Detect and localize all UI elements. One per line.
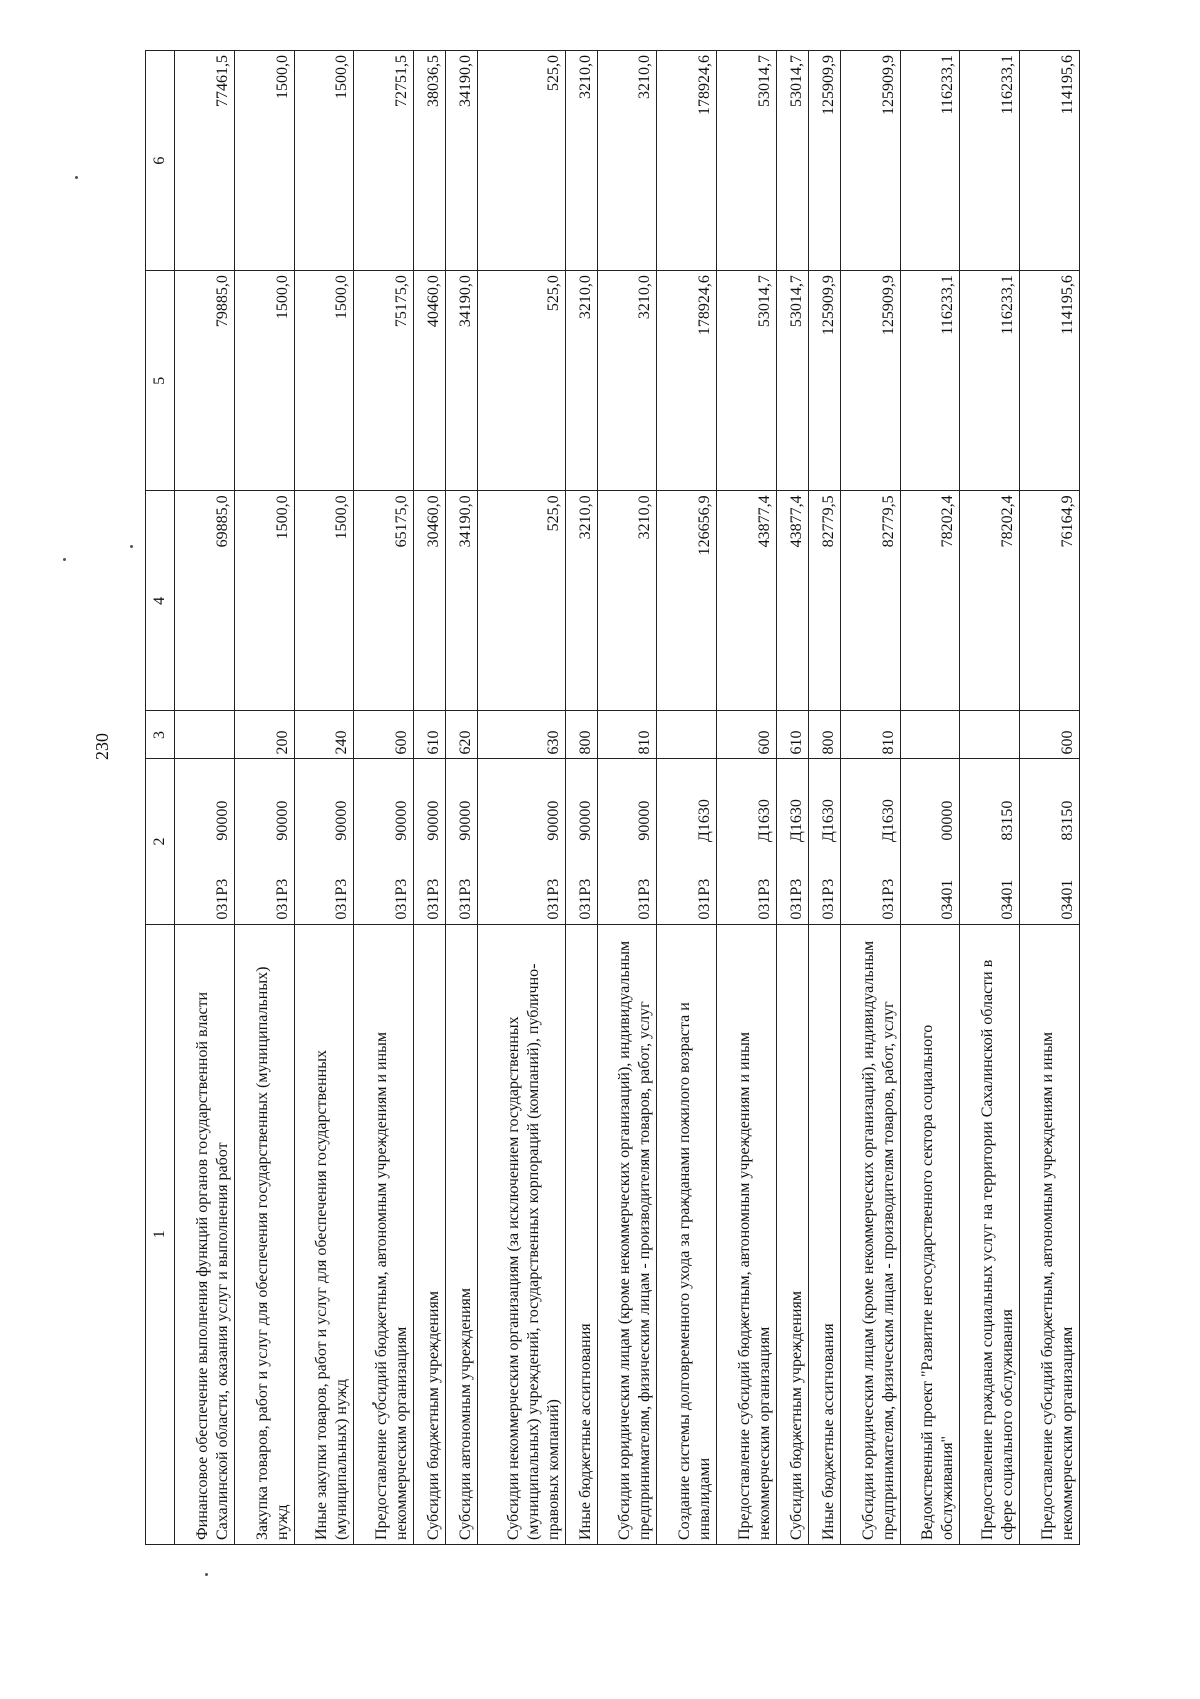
table-row [657,51,717,1545]
target-code-cell [446,759,478,924]
value-col4-cell: 1500,0 [234,491,294,711]
value-col5-cell: 79885,0 [175,271,235,491]
value-col5-cell: 114195,6 [1020,271,1080,491]
value-col4-cell: 69885,0 [175,491,235,711]
value-col6-cell: 178924,6 [657,51,717,271]
target-code-cell [597,759,657,924]
row-name-cell: Предоставление гражданам социальных услуг на территории Сахалинской области в сфере социального обслуживания [960,924,1020,1544]
value-col5-cell: 125909,9 [840,271,900,491]
expense-type-cell [900,711,960,759]
rotated-page-content [145,50,1080,1545]
value-col6-cell: 125909,9 [840,51,900,271]
value-col5-cell: 3210,0 [597,271,657,491]
row-name-cell: Иные бюджетные ассигнования [565,924,597,1544]
value-col5-cell: 1500,0 [234,271,294,491]
program-code: 031Р3 [755,878,773,920]
value-col5-cell: 116233,1 [960,271,1020,491]
value-col5-cell: 3210,0 [565,271,597,491]
target-code-cell [354,759,414,924]
direction-code: 90000 [213,800,231,841]
program-code: 031Р3 [696,878,714,920]
scan-speck [205,1573,208,1576]
row-name-cell: Предоставление субсидий бюджетным, автономным учреждениям и иным некоммерческим организациям [354,924,414,1544]
direction-code: 83150 [1059,800,1076,841]
target-code-cell [808,759,840,924]
page-number: 230 [92,733,112,760]
value-col6-cell: 1500,0 [234,51,294,271]
program-code: 031Р3 [425,878,443,920]
budget-table [145,50,1080,1545]
target-code-cell [414,759,446,924]
program-code: 03401 [999,879,1017,920]
row-name-cell: Закупка товаров, работ и услуг для обеспечения государственных (муниципальных) нужд [234,924,294,1544]
value-col4-cell: 82779,5 [840,491,900,711]
value-col6-cell: 114195,6 [1020,51,1080,271]
value-col6-cell: 3210,0 [597,51,657,271]
value-col4-cell: 76164,9 [1020,491,1080,711]
value-col5-cell: 75175,0 [354,271,414,491]
expense-type-cell: 600 [717,711,777,759]
column-header: 3 [146,711,175,759]
direction-code: Д1630 [755,799,773,843]
program-code: 031Р3 [576,878,594,920]
expense-type-cell [657,711,717,759]
expense-type-cell: 620 [446,711,478,759]
direction-code: 90000 [425,800,443,841]
value-col4-cell: 43877,4 [776,491,808,711]
expense-type-cell: 610 [414,711,446,759]
value-col6-cell: 72751,5 [354,51,414,271]
value-col6-cell: 53014,7 [717,51,777,271]
direction-code: 90000 [636,800,654,841]
program-code: 031Р3 [879,878,897,920]
target-code-cell [776,759,808,924]
target-code-cell [478,759,566,924]
value-col6-cell: 525,0 [478,51,566,271]
value-col6-cell: 125909,9 [808,51,840,271]
target-code-cell [657,759,717,924]
target-code-cell [234,759,294,924]
program-code: 03401 [939,879,957,920]
expense-type-cell: 240 [294,711,354,759]
row-name-cell: Субсидии некоммерческим организациям (за исключением государственных (муниципальных) учреждений, государственных корпораций (компаний), публично-правовых компаний) [478,924,566,1544]
table-row [717,51,777,1545]
value-col6-cell: 53014,7 [776,51,808,271]
direction-code: 83150 [999,800,1017,841]
scan-speck [75,176,78,179]
scan-speck [63,558,66,561]
value-col6-cell: 1500,0 [294,51,354,271]
value-col4-cell: 3210,0 [565,491,597,711]
direction-code: 90000 [457,800,474,841]
row-name-cell: Субсидии автономным учреждениям [446,924,478,1544]
table-row [446,51,478,1545]
program-code: 03401 [1059,879,1076,920]
target-code-cell [900,759,960,924]
direction-code: 90000 [576,800,594,841]
direction-code: 90000 [393,800,411,841]
row-name-cell: Создание системы долговременного ухода за гражданами пожилого возраста и инвалидами [657,924,717,1544]
target-code-cell [840,759,900,924]
value-col4-cell: 78202,4 [900,491,960,711]
value-col4-cell: 525,0 [478,491,566,711]
direction-code: 90000 [544,800,562,841]
value-col5-cell: 40460,0 [414,271,446,491]
value-col6-cell: 34190,0 [446,51,478,271]
table-row [414,51,446,1545]
expense-type-cell: 630 [478,711,566,759]
direction-code: 90000 [273,800,291,841]
value-col4-cell: 1500,0 [294,491,354,711]
table-row [1020,51,1080,1545]
value-col5-cell: 116233,1 [900,271,960,491]
table-row [776,51,808,1545]
column-header: 5 [146,271,175,491]
value-col5-cell: 525,0 [478,271,566,491]
table-row [175,51,235,1545]
program-code: 031Р3 [819,878,837,920]
table-row [808,51,840,1545]
value-col5-cell: 53014,7 [717,271,777,491]
value-col5-cell: 125909,9 [808,271,840,491]
value-col4-cell: 30460,0 [414,491,446,711]
table-row [900,51,960,1545]
table-row [597,51,657,1545]
expense-type-cell: 200 [234,711,294,759]
value-col4-cell: 65175,0 [354,491,414,711]
table-row [840,51,900,1545]
direction-code: 00000 [939,800,957,841]
expense-type-cell: 810 [597,711,657,759]
value-col5-cell: 53014,7 [776,271,808,491]
column-header: 6 [146,51,175,271]
target-code-cell [175,759,235,924]
value-col4-cell: 34190,0 [446,491,478,711]
row-name-cell: Предоставление субсидий бюджетным, автономным учреждениям и иным некоммерческим организациям [717,924,777,1544]
value-col4-cell: 43877,4 [717,491,777,711]
row-name-cell: Иные закупки товаров, работ и услуг для обеспечения государственных (муниципальных) нужд [294,924,354,1544]
column-header: 2 [146,759,175,924]
value-col6-cell: 116233,1 [900,51,960,271]
value-col4-cell: 82779,5 [808,491,840,711]
expense-type-cell: 600 [1020,711,1080,759]
row-name-cell: Субсидии бюджетным учреждениям [776,924,808,1544]
program-code: 031Р3 [393,878,411,920]
row-name-cell: Субсидии бюджетным учреждениям [414,924,446,1544]
value-col5-cell: 178924,6 [657,271,717,491]
row-name-cell: Субсидии юридическим лицам (кроме некоммерческих организаций), индивидуальным предпринимателям, физическим лицам - производителям товаров, работ, услуг [840,924,900,1544]
scan-speck [130,545,133,548]
value-col4-cell: 3210,0 [597,491,657,711]
table-row [478,51,566,1545]
column-header: 1 [146,924,175,1544]
table-body [175,51,1080,1545]
program-code: 031Р3 [636,878,654,920]
value-col6-cell: 38036,5 [414,51,446,271]
direction-code: 90000 [333,800,351,841]
direction-code: Д1630 [696,799,714,843]
table-row [960,51,1020,1545]
row-name-cell: Предоставление субсидий бюджетным, автономным учреждениям и иным некоммерческим организациям [1020,924,1080,1544]
expense-type-cell: 810 [840,711,900,759]
expense-type-cell [175,711,235,759]
target-code-cell [960,759,1020,924]
direction-code: Д1630 [819,799,837,843]
table-row [354,51,414,1545]
target-code-cell [294,759,354,924]
value-col6-cell: 77461,5 [175,51,235,271]
value-col6-cell: 116233,1 [960,51,1020,271]
program-code: 031Р3 [213,878,231,920]
target-code-cell [1020,759,1080,924]
value-col6-cell: 3210,0 [565,51,597,271]
value-col5-cell: 1500,0 [294,271,354,491]
program-code: 031Р3 [273,878,291,920]
expense-type-cell: 800 [565,711,597,759]
row-name-cell: Иные бюджетные ассигнования [808,924,840,1544]
direction-code: Д1630 [879,799,897,843]
row-name-cell: Субсидии юридическим лицам (кроме некоммерческих организаций), индивидуальным предпринимателям, физическим лицам - производителям товаров, работ, услуг [597,924,657,1544]
header-row [146,51,175,1545]
row-name-cell: Ведомственный проект "Развитие негосударственного сектора социального обслуживания" [900,924,960,1544]
expense-type-cell [960,711,1020,759]
expense-type-cell: 600 [354,711,414,759]
value-col4-cell: 126656,9 [657,491,717,711]
program-code: 031Р3 [544,878,562,920]
program-code: 031Р3 [787,878,805,920]
row-name-cell: Финансовое обеспечение выполнения функций органов государственной власти Сахалинской области, оказания услуг и выполнения работ [175,924,235,1544]
program-code: 031Р3 [333,878,351,920]
expense-type-cell: 800 [808,711,840,759]
value-col5-cell: 34190,0 [446,271,478,491]
target-code-cell [565,759,597,924]
table-row [294,51,354,1545]
value-col4-cell: 78202,4 [960,491,1020,711]
table-row [234,51,294,1545]
direction-code: Д1630 [787,799,805,843]
table-row [565,51,597,1545]
expense-type-cell: 610 [776,711,808,759]
target-code-cell [717,759,777,924]
column-header: 4 [146,491,175,711]
program-code: 031Р3 [457,878,474,920]
